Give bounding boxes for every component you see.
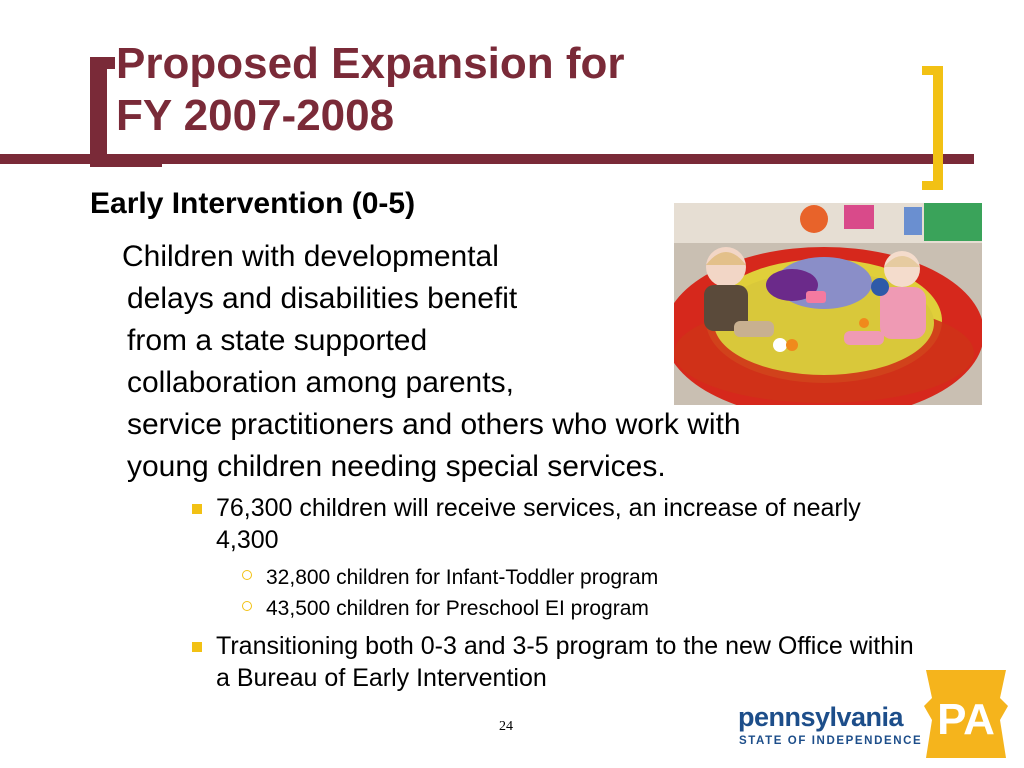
paragraph-line: Children with developmental (122, 240, 499, 273)
paragraph-line: young children needing special services. (127, 450, 666, 483)
slide-title (116, 38, 625, 142)
paragraph-line: service practitioners and others who work with (127, 408, 741, 441)
bullet-list (190, 492, 930, 694)
circle-bullet-icon (242, 601, 252, 611)
list-item (242, 593, 930, 624)
sub-bullet-text: 43,500 children for Preschool EI program (266, 597, 649, 620)
bullet-text: 76,300 children will receive services, an increase of nearly 4,300 (216, 494, 861, 554)
children-playing-photo (674, 203, 982, 405)
keystone-text: PA (937, 695, 995, 744)
logo-wordmark: pennsylvania (738, 702, 904, 732)
square-bullet-icon (192, 642, 202, 652)
list-item (242, 562, 930, 593)
section-heading: Early Intervention (0-5) (90, 187, 416, 220)
pennsylvania-logo (738, 668, 1014, 760)
left-bracket (90, 57, 107, 167)
right-bracket-bottom (922, 181, 943, 190)
right-bracket (933, 66, 943, 190)
right-bracket-top (922, 66, 943, 75)
square-bullet-icon (192, 504, 202, 514)
paragraph-line: collaboration among parents, (127, 366, 514, 399)
list-item (190, 492, 930, 624)
keystone-icon (920, 668, 1012, 760)
bullet-text: Transitioning both 0-3 and 3-5 program to the new Office within a Bureau of Early Intervention (216, 632, 914, 692)
paragraph-line: from a state supported (127, 324, 428, 357)
left-bracket-top (90, 57, 115, 69)
sub-bullet-list (242, 562, 930, 624)
page-number: 24 (499, 719, 513, 734)
slide-title-line-2: FY 2007-2008 (116, 91, 395, 140)
left-bracket-bottom (90, 155, 162, 167)
slide-title-line-1: Proposed Expansion for (116, 39, 625, 88)
logo-tagline: STATE OF INDEPENDENCE (739, 735, 923, 747)
sub-bullet-text: 32,800 children for Infant-Toddler program (266, 566, 659, 589)
circle-bullet-icon (242, 570, 252, 580)
paragraph-line: delays and disabilities benefit (127, 282, 518, 315)
